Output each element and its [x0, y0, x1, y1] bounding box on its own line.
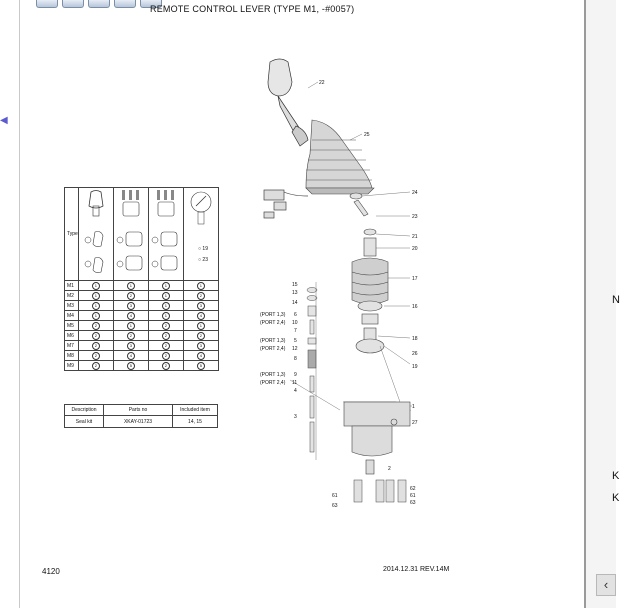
type-cell-value: 1: [162, 312, 170, 320]
type-cell-value: 2: [162, 352, 170, 360]
type-cell-value: 2: [162, 362, 170, 370]
callout-61-right: 61: [410, 493, 416, 499]
type-cell: [183, 321, 218, 331]
callout-63-left: 63: [332, 503, 338, 509]
lever-variant-icon: [79, 188, 113, 278]
type-cell: [78, 311, 113, 321]
callout-27: 27: [412, 420, 418, 426]
type-cell-value: 1: [197, 282, 205, 290]
type-cell: [113, 281, 148, 291]
type-cell-value: 2: [127, 292, 135, 300]
type-cell: [113, 351, 148, 361]
type-cell-value: 2: [92, 342, 100, 350]
type-cell-value: 4: [127, 312, 135, 320]
callout-2: 2: [388, 466, 391, 472]
callout-5: 5: [294, 338, 297, 344]
print-icon[interactable]: [114, 0, 136, 8]
type-name: M3: [65, 301, 79, 311]
type-cell: [113, 361, 148, 371]
type-cell-value: 2: [92, 362, 100, 370]
type-cell-value: 4: [197, 352, 205, 360]
type-cell: [148, 281, 183, 291]
callout-20: 20: [412, 246, 418, 252]
callout-24: 24: [412, 190, 418, 196]
base-drawing: [344, 402, 410, 474]
side-letter-2: K: [612, 470, 620, 482]
type-name: M4: [65, 311, 79, 321]
callout-18: 18: [412, 336, 418, 342]
type-cell: [78, 291, 113, 301]
side-letter-1: N: [612, 294, 620, 306]
lever-grip-drawing: [268, 59, 308, 146]
seal-parts-no: XKAY-01723: [104, 416, 173, 428]
type-cell-value: 3: [197, 302, 205, 310]
type-name: M8: [65, 351, 79, 361]
callout-61-left: 61: [332, 493, 338, 499]
header-code: [40, 4, 75, 13]
callout-4: 4: [294, 388, 297, 394]
extra-label-23-text: 23: [202, 257, 208, 263]
shaft-parts-drawing: [350, 193, 388, 353]
type-cell-value: 5: [127, 362, 135, 370]
type-cell: [183, 331, 218, 341]
extra-labels: [198, 244, 208, 266]
callout-21: 21: [412, 234, 418, 240]
type-cell: [148, 341, 183, 351]
type-cell: [148, 311, 183, 321]
port-label-2: (PORT 2,4): [260, 320, 286, 326]
callout-8: 8: [294, 356, 297, 362]
table-row: [65, 361, 219, 371]
switch-variant-icon: [114, 188, 148, 278]
extra-label-19-text: 19: [202, 246, 208, 252]
table-row: [65, 311, 219, 321]
extra-label-23: ○ 23: [198, 257, 208, 263]
expand-arrow-icon[interactable]: ◀: [0, 115, 8, 126]
seal-header-parts: Parts no: [104, 405, 173, 416]
callout-6: 6: [294, 312, 297, 318]
type-cell: [113, 301, 148, 311]
port-label-1: (PORT 1,3): [260, 312, 286, 318]
type-cell-value: 1: [162, 282, 170, 290]
type-cell: [148, 301, 183, 311]
type-cell: [148, 331, 183, 341]
type-cell-value: 1: [197, 322, 205, 330]
type-cell: [148, 291, 183, 301]
port-label-5: (PORT 1,3): [260, 372, 286, 378]
type-cell-value: 2: [197, 292, 205, 300]
port-label-4: (PORT 2,4): [260, 346, 286, 352]
table-row: [65, 291, 219, 301]
table-row: [65, 341, 219, 351]
type-image-switch: [113, 188, 148, 281]
spool-parts-drawing: [307, 288, 317, 453]
type-name: M6: [65, 331, 79, 341]
type-cell-value: 1: [127, 322, 135, 330]
callout-17: 17: [412, 276, 418, 282]
type-cell-value: 3: [197, 342, 205, 350]
callout-9: 9: [294, 372, 297, 378]
callout-10: 10: [292, 320, 298, 326]
callout-12: 12: [292, 346, 298, 352]
callout-13: 13: [292, 290, 298, 296]
table-row: [65, 331, 219, 341]
type-cell: [113, 331, 148, 341]
type-cell: [183, 351, 218, 361]
type-cell: [78, 281, 113, 291]
type-cell: [183, 311, 218, 321]
callout-3: 3: [294, 414, 297, 420]
type-cell: [183, 301, 218, 311]
type-cell-value: 2: [162, 332, 170, 340]
scroll-left-arrow-icon[interactable]: ‹: [596, 574, 616, 596]
callout-63-right: 63: [410, 500, 416, 506]
type-cell-value: 1: [92, 312, 100, 320]
type-cell: [183, 291, 218, 301]
fittings-drawing: [354, 480, 406, 502]
type-image-lever: [78, 188, 113, 281]
type-cell: [113, 291, 148, 301]
type-cell-value: 2: [92, 352, 100, 360]
type-cell: [113, 311, 148, 321]
type-name: M2: [65, 291, 79, 301]
type-cell-value: 1: [162, 292, 170, 300]
type-cell-value: 2: [92, 332, 100, 340]
type-name: M1: [65, 281, 79, 291]
type-cell-value: 1: [127, 282, 135, 290]
seal-included: 14, 15: [173, 416, 218, 428]
type-cell: [148, 351, 183, 361]
type-cell: [78, 361, 113, 371]
callout-26: 26: [412, 351, 418, 357]
extra-label-19: ○ 19: [198, 246, 208, 252]
callout-15: 15: [292, 282, 298, 288]
button-variant-icon: [149, 188, 183, 278]
type-cell-value: 2: [197, 332, 205, 340]
type-cell: [183, 361, 218, 371]
type-cell-value: 2: [127, 332, 135, 340]
type-name: M9: [65, 361, 79, 371]
callout-16: 16: [412, 304, 418, 310]
callout-23: 23: [412, 214, 418, 220]
callout-7: 7: [294, 328, 297, 334]
type-cell: [183, 341, 218, 351]
callout-25: 25: [364, 132, 370, 138]
type-images-row: [65, 188, 219, 281]
seal-header-row: [65, 405, 218, 416]
page-number: 4120: [42, 567, 60, 576]
callout-11: 11: [292, 380, 298, 386]
type-name: M5: [65, 321, 79, 331]
type-cell-value: 3: [127, 302, 135, 310]
callout-19: 19: [412, 364, 418, 370]
side-letter-3: K: [612, 492, 620, 504]
callout-62-right: 62: [410, 486, 416, 492]
revision-label: 2014.12.31 REV.14M: [383, 566, 450, 573]
seal-header-included: Included item: [173, 405, 218, 416]
type-cell-value: 1: [92, 282, 100, 290]
type-cell-value: 2: [162, 342, 170, 350]
type-cell: [113, 341, 148, 351]
type-image-button: [148, 188, 183, 281]
port-label-3: (PORT 1,3): [260, 338, 286, 344]
seal-description: Seal kit: [65, 416, 104, 428]
type-cell-value: 2: [162, 322, 170, 330]
table-row: [65, 281, 219, 291]
seal-header-description: Description: [65, 405, 104, 416]
type-cell-value: 5: [197, 362, 205, 370]
type-cell-value: 1: [162, 302, 170, 310]
type-cell: [78, 341, 113, 351]
type-table: [64, 187, 219, 371]
page-title: REMOTE CONTROL LEVER (TYPE M1, -#0057): [150, 4, 355, 14]
table-row: [65, 301, 219, 311]
callout-22: 22: [319, 80, 325, 86]
type-cell: [113, 321, 148, 331]
type-cell: [148, 321, 183, 331]
type-name: M7: [65, 341, 79, 351]
seal-table: [64, 404, 218, 428]
type-cell-value: 1: [92, 302, 100, 310]
type-cell: [148, 361, 183, 371]
table-row: [65, 416, 218, 428]
port-label-6: (PORT 2,4): [260, 380, 286, 386]
callout-1: 1: [412, 404, 415, 410]
type-cell: [78, 331, 113, 341]
type-cell-value: 1: [92, 292, 100, 300]
type-cell-value: 3: [127, 342, 135, 350]
type-cell: [183, 281, 218, 291]
type-label: Type: [65, 188, 79, 281]
cable-drawing: [264, 190, 308, 218]
type-cell-value: 4: [197, 312, 205, 320]
type-image-knob: [183, 188, 218, 281]
type-cell-value: 2: [92, 322, 100, 330]
zoom-out-icon[interactable]: [88, 0, 110, 8]
type-cell-value: 4: [127, 352, 135, 360]
table-row: [65, 321, 219, 331]
type-cell: [78, 301, 113, 311]
type-cell: [78, 321, 113, 331]
type-cell: [78, 351, 113, 361]
callout-14: 14: [292, 300, 298, 306]
exploded-diagram: [250, 50, 450, 515]
table-row: [65, 351, 219, 361]
